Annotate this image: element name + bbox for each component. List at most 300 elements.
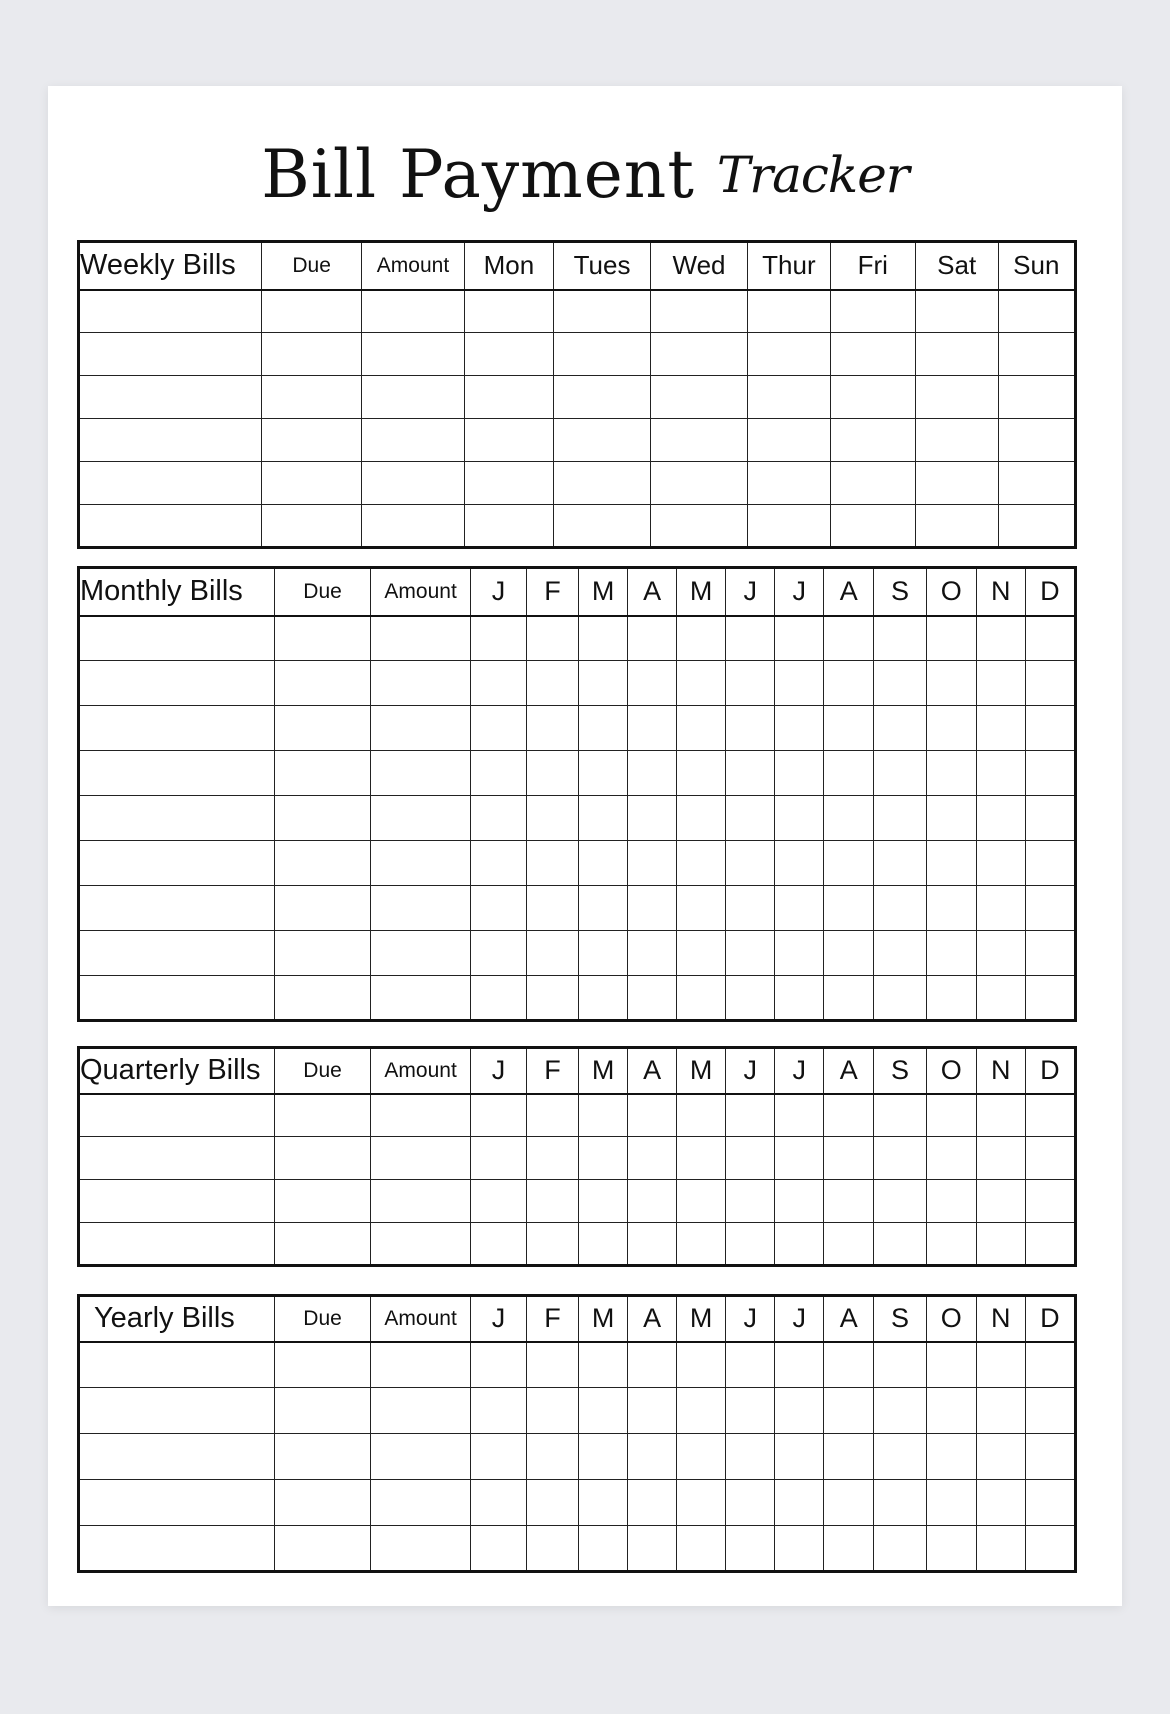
- monthly-cell: [726, 661, 775, 706]
- monthly-cell: [1025, 616, 1075, 661]
- weekly-cell: [362, 505, 464, 548]
- yearly-cell: [677, 1526, 726, 1572]
- yearly-cell: [926, 1526, 976, 1572]
- quarterly-month-header: F: [526, 1048, 578, 1094]
- yearly-table-row: [79, 1526, 1076, 1572]
- weekly-cell: [830, 333, 915, 376]
- quarterly-month-header: S: [874, 1048, 926, 1094]
- yearly-cell: [471, 1388, 527, 1434]
- weekly-cell: [747, 419, 830, 462]
- quarterly-cell: [275, 1094, 371, 1137]
- weekly-cell: [747, 290, 830, 333]
- weekly-cell: [362, 333, 464, 376]
- weekly-bills-table: [77, 240, 1077, 549]
- yearly-cell: [824, 1388, 874, 1434]
- monthly-cell: [976, 751, 1025, 796]
- yearly-month-header: D: [1025, 1296, 1075, 1342]
- yearly-month-header: M: [677, 1296, 726, 1342]
- quarterly-month-header: M: [579, 1048, 628, 1094]
- monthly-cell: [628, 931, 677, 976]
- monthly-cell: [926, 796, 976, 841]
- yearly-cell: [775, 1434, 824, 1480]
- quarterly-cell: [579, 1180, 628, 1223]
- yearly-cell: [726, 1480, 775, 1526]
- weekly-cell: [262, 462, 362, 505]
- monthly-cell: [628, 886, 677, 931]
- weekly-cell: [262, 376, 362, 419]
- quarterly-cell: [371, 1223, 471, 1266]
- monthly-cell: [1025, 706, 1075, 751]
- monthly-cell: [677, 841, 726, 886]
- yearly-month-header: J: [775, 1296, 824, 1342]
- weekly-cell: [262, 505, 362, 548]
- monthly-month-header: N: [976, 568, 1025, 616]
- quarterly-table-row: [79, 1094, 1076, 1137]
- monthly-cell: [471, 751, 527, 796]
- quarterly-cell: [526, 1137, 578, 1180]
- monthly-cell: [526, 796, 578, 841]
- yearly-cell: [1025, 1480, 1075, 1526]
- monthly-month-header: J: [726, 568, 775, 616]
- quarterly-cell: [628, 1094, 677, 1137]
- weekly-cell: [554, 333, 651, 376]
- yearly-month-header: M: [579, 1296, 628, 1342]
- yearly-cell: [275, 1388, 371, 1434]
- weekly-category-header: Weekly Bills: [79, 242, 262, 290]
- yearly-cell: [579, 1342, 628, 1388]
- monthly-month-header: M: [677, 568, 726, 616]
- quarterly-month-header: A: [824, 1048, 874, 1094]
- quarterly-cell: [976, 1223, 1025, 1266]
- yearly-cell: [275, 1526, 371, 1572]
- monthly-cell: [1025, 931, 1075, 976]
- yearly-cell: [874, 1526, 926, 1572]
- monthly-cell: [471, 976, 527, 1021]
- monthly-cell: [677, 886, 726, 931]
- yearly-table-row: [79, 1342, 1076, 1388]
- monthly-cell: [775, 661, 824, 706]
- monthly-cell: [79, 706, 275, 751]
- monthly-cell: [726, 751, 775, 796]
- title-main: Bill Payment: [261, 136, 695, 213]
- quarterly-cell: [775, 1094, 824, 1137]
- yearly-cell: [371, 1434, 471, 1480]
- quarterly-cell: [926, 1137, 976, 1180]
- yearly-cell: [275, 1434, 371, 1480]
- weekly-table-row: [79, 419, 1076, 462]
- quarterly-table-row: [79, 1180, 1076, 1223]
- monthly-cell: [824, 841, 874, 886]
- monthly-amount-header: Amount: [371, 568, 471, 616]
- yearly-cell: [579, 1388, 628, 1434]
- weekly-cell: [554, 419, 651, 462]
- weekly-cell: [79, 290, 262, 333]
- monthly-header-row: [79, 568, 1076, 616]
- quarterly-cell: [726, 1223, 775, 1266]
- quarterly-cell: [371, 1137, 471, 1180]
- quarterly-month-header: D: [1025, 1048, 1075, 1094]
- weekly-cell: [464, 376, 553, 419]
- monthly-cell: [824, 661, 874, 706]
- monthly-cell: [526, 706, 578, 751]
- quarterly-cell: [726, 1094, 775, 1137]
- monthly-month-header: F: [526, 568, 578, 616]
- monthly-cell: [79, 796, 275, 841]
- monthly-cell: [275, 886, 371, 931]
- yearly-cell: [79, 1434, 275, 1480]
- monthly-cell: [579, 661, 628, 706]
- yearly-month-header: A: [628, 1296, 677, 1342]
- monthly-table-row: [79, 706, 1076, 751]
- monthly-cell: [79, 616, 275, 661]
- yearly-cell: [371, 1388, 471, 1434]
- monthly-cell: [775, 886, 824, 931]
- monthly-cell: [275, 661, 371, 706]
- monthly-cell: [677, 931, 726, 976]
- monthly-cell: [874, 661, 926, 706]
- weekly-cell: [830, 462, 915, 505]
- monthly-cell: [976, 886, 1025, 931]
- monthly-cell: [926, 616, 976, 661]
- monthly-cell: [79, 931, 275, 976]
- monthly-cell: [1025, 751, 1075, 796]
- monthly-cell: [526, 886, 578, 931]
- monthly-cell: [775, 616, 824, 661]
- yearly-cell: [677, 1342, 726, 1388]
- yearly-cell: [79, 1388, 275, 1434]
- weekly-cell: [79, 333, 262, 376]
- monthly-cell: [926, 751, 976, 796]
- monthly-cell: [677, 796, 726, 841]
- monthly-month-header: S: [874, 568, 926, 616]
- yearly-cell: [579, 1526, 628, 1572]
- quarterly-cell: [726, 1137, 775, 1180]
- weekly-cell: [79, 376, 262, 419]
- yearly-cell: [874, 1434, 926, 1480]
- weekly-cell: [262, 419, 362, 462]
- quarterly-cell: [471, 1223, 527, 1266]
- quarterly-month-header: N: [976, 1048, 1025, 1094]
- quarterly-cell: [526, 1180, 578, 1223]
- monthly-cell: [976, 841, 1025, 886]
- quarterly-month-header: J: [775, 1048, 824, 1094]
- quarterly-month-header: O: [926, 1048, 976, 1094]
- monthly-cell: [275, 976, 371, 1021]
- monthly-cell: [371, 931, 471, 976]
- monthly-cell: [471, 661, 527, 706]
- yearly-cell: [628, 1342, 677, 1388]
- weekly-cell: [830, 290, 915, 333]
- weekly-cell: [554, 505, 651, 548]
- quarterly-cell: [677, 1094, 726, 1137]
- yearly-cell: [275, 1480, 371, 1526]
- quarterly-cell: [471, 1137, 527, 1180]
- yearly-cell: [976, 1526, 1025, 1572]
- monthly-cell: [926, 976, 976, 1021]
- weekly-cell: [830, 419, 915, 462]
- quarterly-cell: [628, 1223, 677, 1266]
- monthly-cell: [275, 841, 371, 886]
- monthly-cell: [874, 751, 926, 796]
- monthly-cell: [79, 751, 275, 796]
- weekly-cell: [747, 376, 830, 419]
- monthly-cell: [726, 841, 775, 886]
- weekly-day-header: Wed: [651, 242, 748, 290]
- yearly-amount-header: Amount: [371, 1296, 471, 1342]
- monthly-cell: [926, 931, 976, 976]
- weekly-cell: [262, 333, 362, 376]
- yearly-cell: [824, 1342, 874, 1388]
- monthly-cell: [874, 616, 926, 661]
- monthly-cell: [726, 931, 775, 976]
- monthly-cell: [471, 616, 527, 661]
- monthly-table-row: [79, 661, 1076, 706]
- quarterly-cell: [726, 1180, 775, 1223]
- yearly-cell: [275, 1342, 371, 1388]
- yearly-cell: [874, 1342, 926, 1388]
- quarterly-cell: [471, 1180, 527, 1223]
- monthly-cell: [1025, 886, 1075, 931]
- monthly-cell: [726, 976, 775, 1021]
- monthly-cell: [677, 751, 726, 796]
- yearly-cell: [775, 1526, 824, 1572]
- weekly-cell: [79, 462, 262, 505]
- monthly-cell: [579, 841, 628, 886]
- quarterly-cell: [275, 1180, 371, 1223]
- monthly-bills-table: [77, 566, 1077, 1022]
- weekly-day-header: Mon: [464, 242, 553, 290]
- quarterly-cell: [677, 1223, 726, 1266]
- yearly-cell: [926, 1342, 976, 1388]
- monthly-cell: [526, 841, 578, 886]
- weekly-day-header: Tues: [554, 242, 651, 290]
- quarterly-cell: [526, 1094, 578, 1137]
- monthly-due-header: Due: [275, 568, 371, 616]
- yearly-month-header: S: [874, 1296, 926, 1342]
- quarterly-cell: [579, 1094, 628, 1137]
- weekly-cell: [651, 419, 748, 462]
- yearly-table-row: [79, 1388, 1076, 1434]
- yearly-cell: [526, 1434, 578, 1480]
- yearly-cell: [677, 1480, 726, 1526]
- planner-sheet: [48, 86, 1122, 1606]
- monthly-cell: [976, 796, 1025, 841]
- monthly-cell: [976, 706, 1025, 751]
- quarterly-cell: [1025, 1223, 1075, 1266]
- quarterly-cell: [976, 1180, 1025, 1223]
- weekly-cell: [464, 462, 553, 505]
- weekly-cell: [747, 333, 830, 376]
- monthly-cell: [471, 931, 527, 976]
- monthly-cell: [1025, 976, 1075, 1021]
- monthly-cell: [824, 616, 874, 661]
- monthly-cell: [874, 931, 926, 976]
- monthly-cell: [628, 976, 677, 1021]
- yearly-bills-table: [77, 1294, 1077, 1573]
- weekly-cell: [651, 462, 748, 505]
- monthly-cell: [874, 841, 926, 886]
- monthly-cell: [874, 976, 926, 1021]
- monthly-cell: [471, 886, 527, 931]
- weekly-table-row: [79, 290, 1076, 333]
- monthly-month-header: A: [824, 568, 874, 616]
- weekly-cell: [651, 376, 748, 419]
- title-script: Tracker: [716, 145, 909, 204]
- monthly-cell: [775, 931, 824, 976]
- weekly-cell: [362, 376, 464, 419]
- monthly-cell: [526, 661, 578, 706]
- yearly-cell: [526, 1342, 578, 1388]
- quarterly-cell: [824, 1094, 874, 1137]
- yearly-cell: [371, 1342, 471, 1388]
- quarterly-table-row: [79, 1137, 1076, 1180]
- weekly-cell: [747, 462, 830, 505]
- yearly-header-row: [79, 1296, 1076, 1342]
- monthly-cell: [275, 706, 371, 751]
- monthly-cell: [775, 796, 824, 841]
- monthly-cell: [371, 706, 471, 751]
- quarterly-cell: [371, 1180, 471, 1223]
- quarterly-cell: [471, 1094, 527, 1137]
- yearly-cell: [579, 1480, 628, 1526]
- yearly-cell: [579, 1434, 628, 1480]
- monthly-cell: [579, 796, 628, 841]
- quarterly-cell: [874, 1094, 926, 1137]
- yearly-cell: [471, 1526, 527, 1572]
- monthly-cell: [726, 886, 775, 931]
- monthly-cell: [628, 706, 677, 751]
- monthly-cell: [628, 796, 677, 841]
- weekly-cell: [362, 462, 464, 505]
- monthly-table-row: [79, 796, 1076, 841]
- yearly-cell: [824, 1526, 874, 1572]
- yearly-cell: [926, 1480, 976, 1526]
- yearly-cell: [471, 1342, 527, 1388]
- monthly-cell: [775, 706, 824, 751]
- monthly-cell: [471, 706, 527, 751]
- quarterly-cell: [79, 1094, 275, 1137]
- yearly-cell: [726, 1388, 775, 1434]
- monthly-month-header: J: [471, 568, 527, 616]
- monthly-cell: [79, 976, 275, 1021]
- monthly-cell: [874, 886, 926, 931]
- weekly-cell: [362, 290, 464, 333]
- quarterly-cell: [775, 1223, 824, 1266]
- weekly-cell: [464, 290, 553, 333]
- quarterly-cell: [628, 1137, 677, 1180]
- yearly-month-header: N: [976, 1296, 1025, 1342]
- quarterly-cell: [874, 1180, 926, 1223]
- weekly-cell: [915, 333, 998, 376]
- weekly-due-header: Due: [262, 242, 362, 290]
- yearly-cell: [471, 1434, 527, 1480]
- monthly-cell: [526, 616, 578, 661]
- monthly-cell: [824, 886, 874, 931]
- yearly-cell: [526, 1526, 578, 1572]
- monthly-table-row: [79, 841, 1076, 886]
- weekly-cell: [830, 376, 915, 419]
- quarterly-cell: [275, 1223, 371, 1266]
- quarterly-cell: [677, 1137, 726, 1180]
- monthly-cell: [677, 706, 726, 751]
- monthly-cell: [579, 976, 628, 1021]
- yearly-cell: [677, 1388, 726, 1434]
- monthly-cell: [874, 706, 926, 751]
- monthly-cell: [926, 661, 976, 706]
- weekly-table-row: [79, 376, 1076, 419]
- yearly-cell: [976, 1434, 1025, 1480]
- monthly-cell: [976, 616, 1025, 661]
- quarterly-cell: [824, 1180, 874, 1223]
- weekly-cell: [998, 290, 1075, 333]
- monthly-cell: [79, 841, 275, 886]
- weekly-cell: [915, 505, 998, 548]
- yearly-cell: [628, 1526, 677, 1572]
- weekly-cell: [998, 419, 1075, 462]
- yearly-cell: [79, 1480, 275, 1526]
- monthly-cell: [976, 976, 1025, 1021]
- yearly-month-header: J: [726, 1296, 775, 1342]
- yearly-cell: [79, 1526, 275, 1572]
- monthly-cell: [526, 751, 578, 796]
- monthly-cell: [775, 841, 824, 886]
- yearly-cell: [526, 1480, 578, 1526]
- monthly-cell: [824, 706, 874, 751]
- quarterly-cell: [579, 1223, 628, 1266]
- weekly-header-row: [79, 242, 1076, 290]
- quarterly-cell: [79, 1180, 275, 1223]
- weekly-cell: [464, 419, 553, 462]
- monthly-table-row: [79, 886, 1076, 931]
- monthly-cell: [371, 751, 471, 796]
- weekly-day-header: Thur: [747, 242, 830, 290]
- weekly-cell: [998, 505, 1075, 548]
- monthly-cell: [579, 706, 628, 751]
- monthly-cell: [371, 886, 471, 931]
- yearly-cell: [1025, 1526, 1075, 1572]
- weekly-cell: [830, 505, 915, 548]
- yearly-cell: [775, 1388, 824, 1434]
- monthly-cell: [824, 751, 874, 796]
- yearly-month-header: O: [926, 1296, 976, 1342]
- yearly-cell: [677, 1434, 726, 1480]
- yearly-category-header: Yearly Bills: [79, 1296, 275, 1342]
- monthly-month-header: J: [775, 568, 824, 616]
- monthly-cell: [371, 796, 471, 841]
- weekly-cell: [998, 333, 1075, 376]
- quarterly-cell: [79, 1223, 275, 1266]
- weekly-cell: [362, 419, 464, 462]
- monthly-cell: [628, 616, 677, 661]
- monthly-cell: [1025, 796, 1075, 841]
- monthly-table-row: [79, 931, 1076, 976]
- weekly-cell: [915, 419, 998, 462]
- monthly-cell: [79, 661, 275, 706]
- weekly-cell: [915, 462, 998, 505]
- yearly-cell: [976, 1342, 1025, 1388]
- monthly-cell: [874, 796, 926, 841]
- weekly-table-row: [79, 462, 1076, 505]
- quarterly-cell: [824, 1223, 874, 1266]
- monthly-cell: [628, 751, 677, 796]
- monthly-table-row: [79, 751, 1076, 796]
- yearly-cell: [79, 1342, 275, 1388]
- yearly-cell: [628, 1388, 677, 1434]
- yearly-table-row: [79, 1434, 1076, 1480]
- monthly-cell: [628, 841, 677, 886]
- monthly-cell: [371, 841, 471, 886]
- yearly-cell: [371, 1526, 471, 1572]
